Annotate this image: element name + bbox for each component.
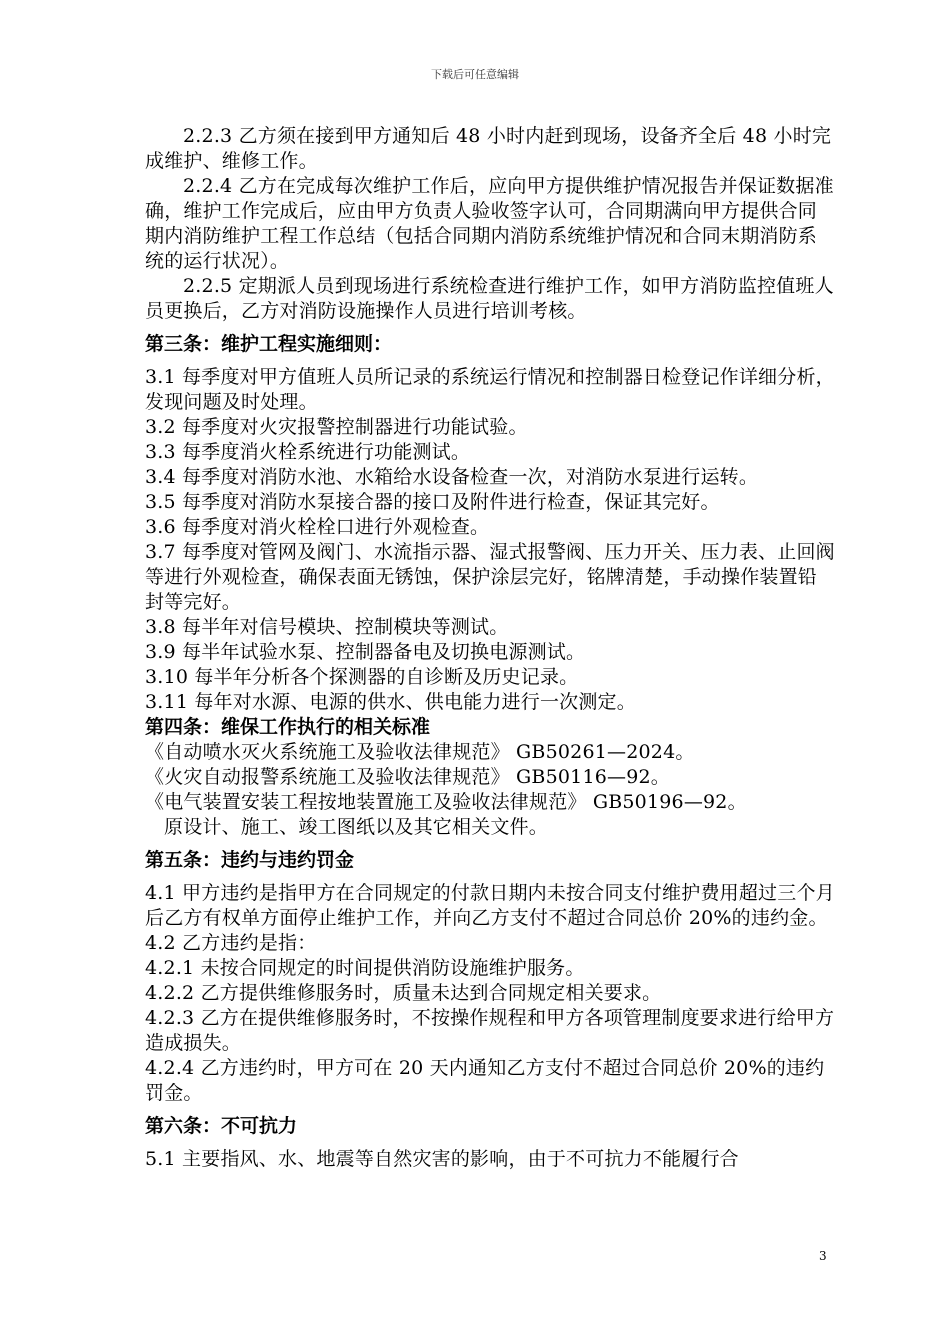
section-heading: 第四条：维保工作执行的相关标准 [145,716,431,738]
paragraph: 3.5 每季度对消防水泵接合器的接口及附件进行检查，保证其完好。 [145,491,720,513]
paragraph: 4.2.1 未按合同规定的时间提供消防设施维护服务。 [145,957,585,979]
paragraph: 4.2.4 乙方违约时，甲方可在 20 天内通知乙方支付不超过合同总价 20%的违约罚金。 [145,1057,825,1104]
paragraph: 3.10 每半年分析各个探测器的自诊断及历史记录。 [145,666,579,688]
page-number: 3 [819,1249,827,1263]
paragraph: 《自动喷水灭火系统施工及验收法律规范》 GB50261—2024。 [145,741,695,763]
paragraph: 4.2.3 乙方在提供维修服务时，不按操作规程和甲方各项管理制度要求进行给甲方造成损失。 [145,1007,835,1054]
paragraph: 2.2.5 定期派人员到现场进行系统检查进行维护工作，如甲方消防监控值班人员更换后，乙方对消防设施操作人员进行培训考核。 [145,275,834,322]
paragraph: 3.7 每季度对管网及阀门、水流指示器、湿式报警阀、压力开关、压力表、止回阀等进行外观检查，确保表面无锈蚀，保护涂层完好，铭牌清楚，手动操作装置铅封等完好。 [145,541,835,613]
paragraph: 4.2.2 乙方提供维修服务时，质量未达到合同规定相关要求。 [145,982,662,1004]
paragraph: 3.11 每年对水源、电源的供水、供电能力进行一次测定。 [145,691,636,713]
paragraph: 3.1 每季度对甲方值班人员所记录的系统运行情况和控制器日检登记作详细分析，发现问题及时处理。 [145,366,835,413]
paragraph: 原设计、施工、竣工图纸以及其它相关文件。 [164,816,549,838]
paragraph: 5.1 主要指风、水、地震等自然灾害的影响，由于不可抗力不能履行合 [145,1148,739,1170]
paragraph: 3.6 每季度对消火栓栓口进行外观检查。 [145,516,490,538]
paragraph: 《火灾自动报警系统施工及验收法律规范》 GB50116—92。 [145,766,670,788]
paragraph: 2.2.4 乙方在完成每次维护工作后，应向甲方提供维护情况报告并保证数据准确，维护工作完成后，应由甲方负责人验收签字认可，合同期满向甲方提供合同期内消防维护工程工作总结（包括合同期内消防系统维护情况和合同末期消防系统的运行状况）。 [145,175,834,272]
section-heading: 第五条：违约与违约罚金 [145,849,355,871]
page-header: 下载后可任意编辑 [431,68,519,81]
paragraph: 3.8 每半年对信号模块、控制模块等测试。 [145,616,509,638]
section-heading: 第六条：不可抗力 [145,1115,298,1137]
paragraph: 3.9 每半年试验水泵、控制器备电及切换电源测试。 [145,641,586,663]
paragraph: 4.1 甲方违约是指甲方在合同规定的付款日期内未按合同支付维护费用超过三个月后乙方有权单方面停止维护工作，并向乙方支付不超过合同总价 20%的违约金。 [145,882,835,929]
document-body [145,124,835,1172]
paragraph: 3.2 每季度对火灾报警控制器进行功能试验。 [145,416,528,438]
section-heading: 第三条：维护工程实施细则： [145,333,393,355]
paragraph: 《电气装置安装工程按地装置施工及验收法律规范》 GB50196—92。 [145,791,747,813]
paragraph: 4.2 乙方违约是指： [145,932,317,954]
paragraph: 3.3 每季度消火栓系统进行功能测试。 [145,441,471,463]
paragraph: 2.2.3 乙方须在接到甲方通知后 48 小时内赶到现场，设备齐全后 48 小时完成维护、维修工作。 [145,125,832,172]
paragraph: 3.4 每季度对消防水池、水箱给水设备检查一次，对消防水泵进行运转。 [145,466,759,488]
